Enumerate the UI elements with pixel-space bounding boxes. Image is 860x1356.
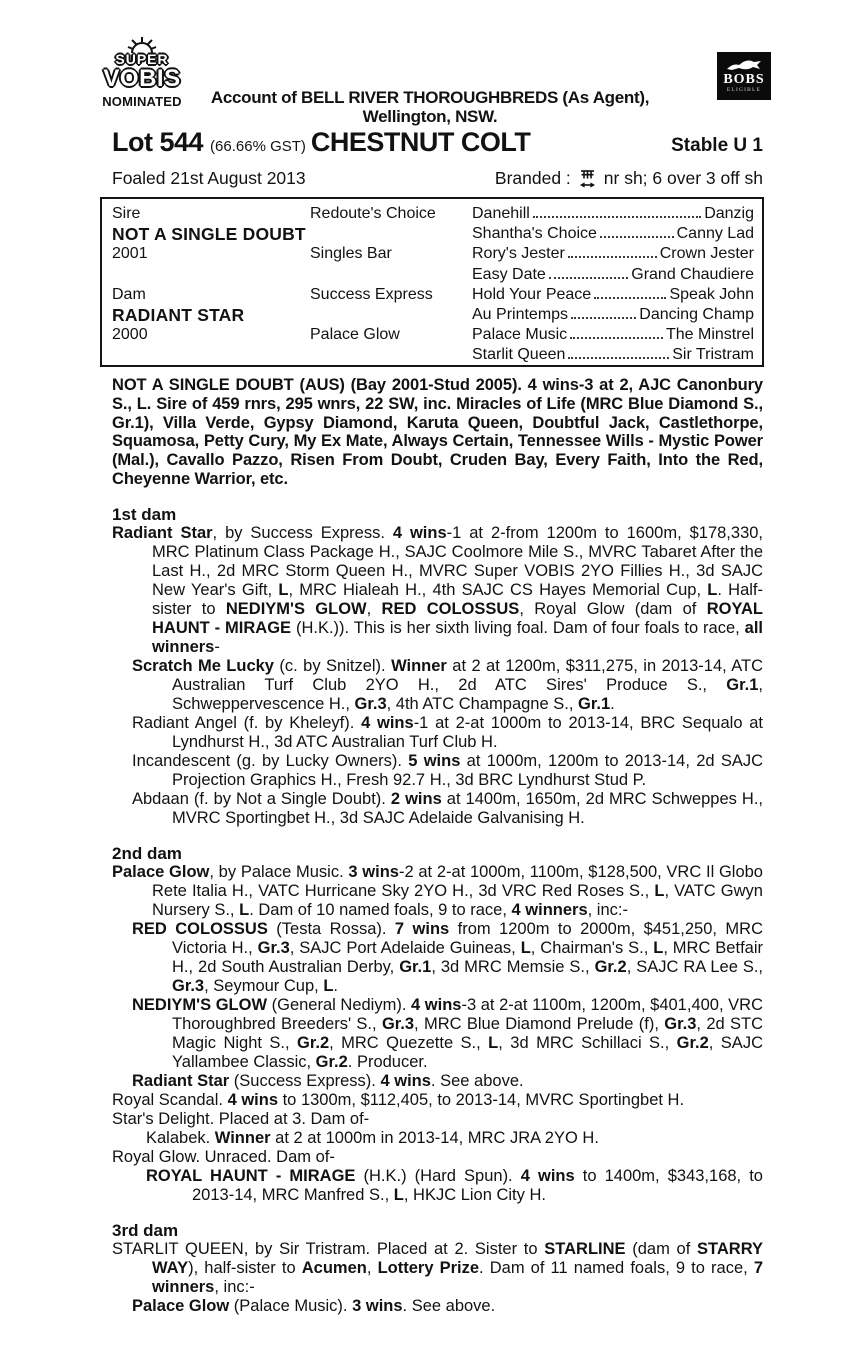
vobis-super-text: SUPER (115, 51, 169, 67)
horse-description: CHESTNUT COLT (310, 127, 531, 157)
ancestor-name: Speak John (669, 285, 754, 303)
ancestor-name: Shantha's Choice (472, 225, 597, 243)
pedigree-cell: 2000 (112, 326, 148, 344)
ancestor-name: Easy Date (472, 265, 546, 283)
pedigree-row (112, 244, 754, 264)
account-line1: Account of BELL RIVER THOROUGHBREDS (As Agent), (210, 88, 650, 107)
pedigree-ancestor-pair (472, 325, 754, 345)
foaled-row (112, 167, 763, 189)
dotted-leader (570, 337, 663, 339)
ancestor-name: The Minstrel (665, 326, 754, 344)
bobs-text: BOBS (723, 72, 765, 88)
dotted-leader (533, 216, 701, 218)
ancestor-name: Danehill (472, 205, 530, 222)
ancestor-name: Canny Lad (676, 225, 754, 243)
lot-row (112, 127, 763, 158)
dam-name: RADIANT STAR (112, 305, 245, 326)
progeny-paragraph: RED COLOSSUS (Testa Rossa). 7 wins from 1200m to 2000m, $451,250, MRC Victoria H., Gr.3, SAJC Port Adelaide Guineas, L, Chairman's S., L, MRC Betfair H., 2d South Australian Derby, Gr.1, 3d MRC Memsie S., Gr.2, SAJC RA Lee S., Gr.3, Seymour Cup, L. (132, 919, 764, 995)
ancestor-name: Rory's Jester (472, 245, 565, 263)
pedigree-cell: 2001 (112, 245, 148, 263)
dotted-leader (568, 357, 669, 359)
ancestor-name: Crown Jester (659, 245, 754, 263)
account-heading (0, 88, 860, 126)
pedigree-row (112, 285, 754, 305)
ancestor-name: Au Printemps (472, 306, 569, 324)
dotted-leader (568, 256, 657, 258)
sire-summary-paragraph: NOT A SINGLE DOUBT (AUS) (Bay 2001-Stud 2005). 4 wins-3 at 2, AJC Canonbury S., L. Sire of 459 rnrs, 295 wnrs, 22 SW, inc. Miracles of Life (MRC Blue Diamond S., Gr.1), Villa Verde, Gypsy Diamond, Karuta Queen, Doubtful Jack, Castlethorpe, Squamosa, Petty Cury, My Ex Mate, Always Certain, Tennessee Wills - Mystic Power (Mal.), Cavallo Pazzo, Risen From Doubt, Cruden Bay, Every Faith, Into the Red, Cheyenne Warrior, etc. (112, 376, 763, 488)
pedigree-ancestor-pair (472, 224, 754, 244)
progeny-paragraph: Radiant Star (Success Express). 4 wins. See above. (132, 1071, 524, 1090)
vobis-main-text: VOBIS (103, 65, 181, 92)
pedigree-cell (310, 305, 472, 325)
dam-paragraph: Palace Glow, by Palace Music. 3 wins-2 at 2-at 1000m, 1100m, $128,500, VRC Il Globo Rete Italia H., VATC Hurricane Sky 2YO H., 3d VRC Red Roses S., L, VATC Gwyn Nursery S., L. Dam of 10 named foals, 9 to race, 4 winners, inc:- (112, 862, 763, 919)
progeny-paragraph: Scratch Me Lucky (c. by Snitzel). Winner at 2 at 1200m, $311,275, in 2013-14, ATC Australian Turf Club 2YO H., 2d ATC Sires' Produce S., Gr.1, Schweppervescence H., Gr.3, 4th ATC Champagne S., Gr.1. (132, 656, 763, 713)
pedigree-cell (112, 265, 310, 285)
second-dam-heading: 2nd dam (112, 843, 182, 863)
pedigree-table (100, 197, 764, 367)
pedigree-cell: Redoute's Choice (310, 205, 436, 222)
pedigree-row (112, 325, 754, 345)
grandprogeny-paragraph: Kalabek. Winner at 2 at 1000m in 2013-14, MRC JRA 2YO H. (146, 1128, 599, 1147)
brand-group (495, 167, 763, 189)
dotted-leader (594, 297, 666, 299)
gst-note: (66.66% GST) (210, 138, 306, 155)
progeny-paragraph: Royal Glow. Unraced. Dam of- (112, 1147, 335, 1166)
ancestor-name: Hold Your Peace (472, 285, 592, 303)
progeny-paragraph: Radiant Angel (f. by Kheleyf). 4 wins-1 at 2-at 1000m to 2013-14, BRC Sequalo at Lyndhurst H., 3d ATC Australian Turf Club H. (132, 713, 763, 751)
third-dam-heading: 3rd dam (112, 1220, 179, 1240)
pedigree-ancestor-pair (472, 345, 754, 365)
progeny-paragraph: Abdaan (f. by Not a Single Doubt). 2 wins at 1400m, 1650m, 2d MRC Schweppes H., MVRC Sportingbet H., 3d SAJC Adelaide Galvanising H. (132, 789, 763, 827)
pedigree-cell: Singles Bar (310, 245, 392, 263)
dotted-leader (549, 277, 628, 279)
pedigree-ancestor-pair (472, 244, 754, 264)
pedigree-ancestor-pair (472, 204, 754, 224)
progeny-paragraph: Palace Glow (Palace Music). 3 wins. See above. (132, 1296, 496, 1315)
pedigree-row (112, 204, 754, 224)
ancestor-name: Grand Chaudiere (631, 265, 754, 283)
pedigree-ancestor-pair (472, 285, 754, 305)
brand-description: nr sh; 6 over 3 off sh (603, 167, 763, 188)
sire-name: NOT A SINGLE DOUBT (112, 224, 306, 245)
pedigree-cell: Dam (112, 285, 146, 303)
pedigree-text (112, 376, 763, 1316)
pedigree-cell: Palace Glow (310, 326, 400, 344)
foaled-date: Foaled 21st August 2013 (112, 167, 306, 188)
dam-paragraph: STARLIT QUEEN, by Sir Tristram. Placed at 2. Sister to STARLINE (dam of STARRY WAY), half-sister to Acumen, Lottery Prize. Dam of 11 named foals, 9 to race, 7 winners, inc:- (112, 1239, 764, 1296)
progeny-paragraph: NEDIYM'S GLOW (General Nediym). 4 wins-3 at 2-at 1100m, 1200m, $401,400, VRC Thoroughbred Breeders' S., Gr.3, MRC Blue Diamond Prelude (f), Gr.3, 2d STC Magic Night S., Gr.2, MRC Quezette S., L, 3d MRC Schillaci S., Gr.2, SAJC Yallambee Classic, Gr.2. Producer. (132, 995, 764, 1071)
pedigree-row (112, 305, 754, 325)
ancestor-name: Palace Music (472, 326, 568, 344)
bobs-eligible-text: ELIGIBLE (726, 87, 762, 94)
progeny-paragraph: Star's Delight. Placed at 3. Dam of- (112, 1109, 370, 1128)
dotted-leader (600, 236, 674, 238)
brand-mark-icon (579, 169, 596, 191)
pedigree-row (112, 265, 754, 285)
dam-paragraph: Radiant Star, by Success Express. 4 wins-1 at 2-from 1200m to 1600m, $178,330, MRC Platinum Class Package H., SAJC Coolmore Mile S., MVRC Tabaret After the Last H., 2d MRC Storm Queen H., MVRC Super VOBIS 2YO Fillies H., 3d SAJC New Year's Gift, L, MRC Hialeah H., 4th SAJC CS Hayes Memorial Cup, L. Half-sister to NEDIYM'S GLOW, RED COLOSSUS, Royal Glow (dam of ROYAL HAUNT - MIRAGE (H.K.)). This is her sixth living foal. Dam of four foals to race, all winners- (112, 523, 764, 656)
branded-label: Branded : (494, 167, 571, 188)
stable-number: Stable U 1 (671, 135, 763, 156)
pedigree-cell (310, 265, 472, 285)
pedigree-ancestor-pair (472, 265, 754, 285)
progeny-paragraph: Incandescent (g. by Lucky Owners). 5 wins at 1000m, 1200m to 2013-14, 2d SAJC Projection Graphics H., Fresh 92.7 H., 3d BRC Lyndhurst Stud P. (132, 751, 764, 789)
grandprogeny-paragraph: ROYAL HAUNT - MIRAGE (H.K.) (Hard Spun). 4 wins to 1400m, $343,168, to 2013-14, MRC Manfred S., L, HKJC Lion City H. (146, 1166, 763, 1204)
pedigree-ancestor-pair (472, 305, 754, 325)
pedigree-cell (310, 224, 472, 244)
horse-icon (724, 58, 764, 72)
ancestor-name: Sir Tristram (672, 346, 754, 364)
pedigree-cell: Success Express (310, 285, 433, 303)
pedigree-cell: Sire (112, 205, 141, 222)
pedigree-row (112, 345, 754, 365)
ancestor-name: Danzig (704, 205, 754, 222)
pedigree-cell (112, 345, 310, 365)
pedigree-cell (310, 345, 472, 365)
pedigree-row (112, 224, 754, 244)
progeny-paragraph: Royal Scandal. 4 wins to 1300m, $112,405, to 2013-14, MVRC Sportingbet H. (112, 1090, 685, 1109)
vobis-nominated-text: NOMINATED (102, 94, 182, 109)
dotted-leader (571, 317, 636, 319)
lot-number: Lot 544 (112, 127, 204, 157)
account-line2: Wellington, NSW. (362, 107, 498, 126)
ancestor-name: Starlit Queen (472, 346, 566, 364)
ancestor-name: Dancing Champ (639, 306, 754, 324)
first-dam-heading: 1st dam (112, 504, 177, 524)
